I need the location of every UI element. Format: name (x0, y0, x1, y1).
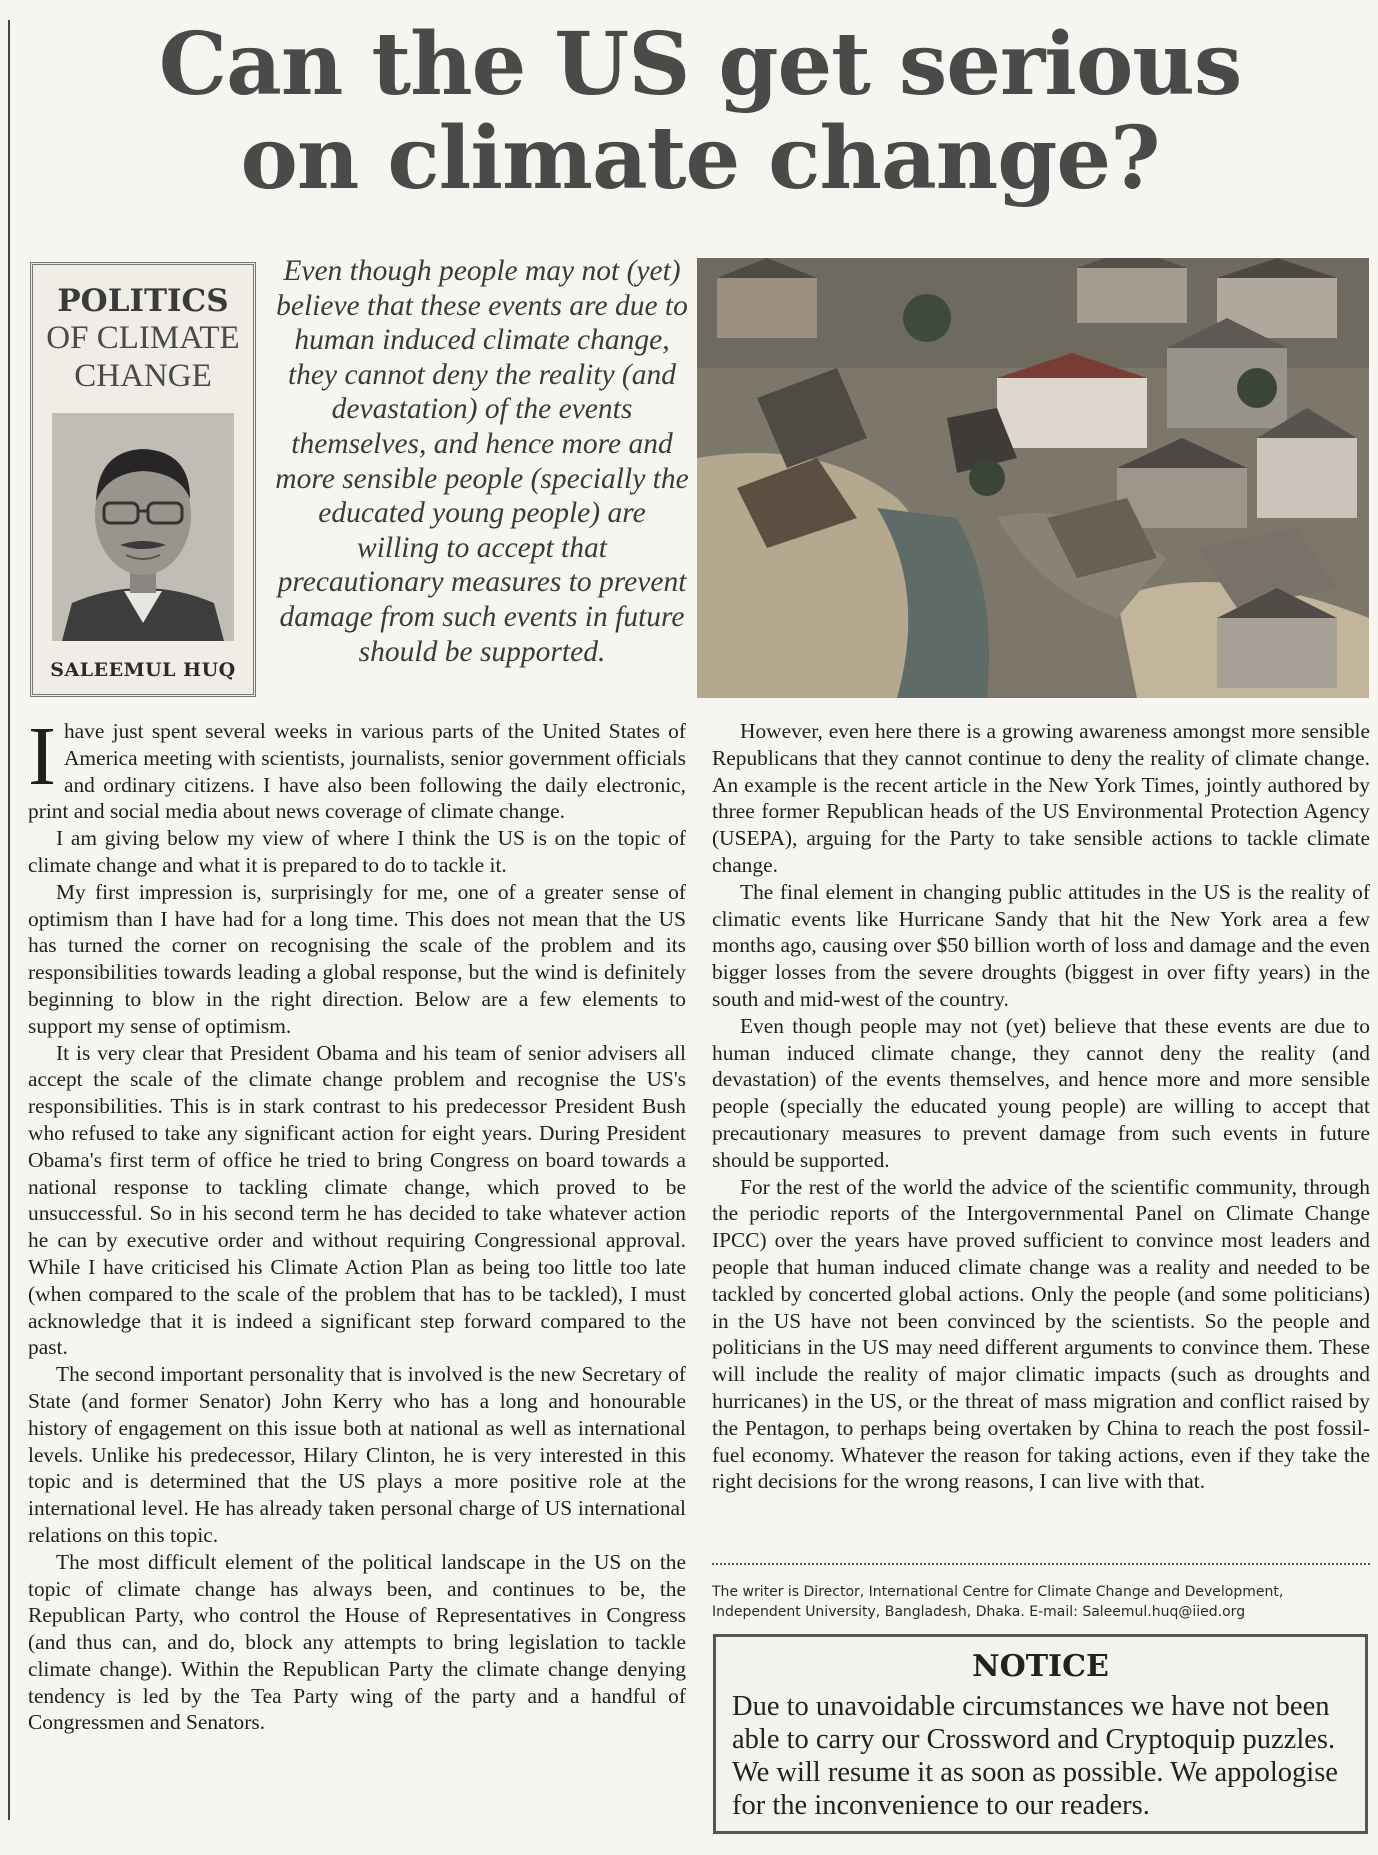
author-byline: SALEEMUL HUQ (50, 659, 236, 681)
column-title: POLITICS (57, 283, 229, 319)
column-subtitle-line-2: CHANGE (74, 358, 212, 394)
notice-box (713, 1634, 1368, 1834)
author-footnote: The writer is Director, International Centre for Climate Change and Development, Independent University, Bangladesh, Dhaka. E-mail: Saleemul.huq@iied.org (712, 1584, 1284, 1620)
headline (60, 14, 1340, 209)
page-left-rule (8, 20, 10, 1820)
author-portrait (52, 413, 234, 641)
column-subtitle-line-1: OF CLIMATE (46, 320, 240, 356)
article-paragraph: The most difficult element of the political landscape in the US on the topic of climate change has always been, and continues to be, the Republican Party, who control the House of Representatives in Congress (and thus can, and do, block any attempts to bring legislation to tackle climate change). Within the Republican Party the climate change denying tendency is led by the Tea Party wing of the party and a handful of Congressmen and Senators. (28, 1549, 686, 1735)
article-paragraph: For the rest of the world the advice of the scientific community, through the periodic reports of the Intergovernmental Panel on Climate Change IPCC) over the years have proved sufficient to convince most leaders and people that human induced climate change was a reality and needed to be tackled by concerted global actions. Only the people (and some politicians) in the US have not been convinced by the scientists. So the people and politicians in the US may need different arguments to convince them. These will include the reality of major climatic impacts (such as droughts and hurricanes) in the US, or the threat of mass migration and conflict raised by the Pentagon, to perhaps being overtaken by China to reach the post fossil-fuel economy. Whatever the reason for taking actions, even if they take the right decisions for the wrong reasons, I can live with that. (712, 1174, 1370, 1494)
article-paragraph (28, 710, 686, 825)
article-paragraph: The second important personality that is involved is the new Secretary of State (and former Senator) John Kerry who has a long and honourable history of engagement on this issue both at national as well as international levels. Unlike his predecessor, Hilary Clinton, he is very interested in this topic and is determined that the US plays a more positive role at the international level. He has already taken personal charge of US international relations on this topic. (28, 1362, 686, 1547)
notice-body: Due to unavoidable circumstances we have not been able to carry our Crossword and Cryptoquip puzzles. We will resume it as soon as possible. We appologise for the inconvenience to our readers. (732, 1691, 1338, 1821)
article-paragraph: However, even here there is a growing awareness amongst more sensible Republicans that they cannot continue to deny the reality of climate change. An example is the recent article in the New York Times, jointly authored by three former Republican heads of the US Environmental Protection Agency (USEPA), arguing for the Party to take sensible actions to tackle climate change. (712, 719, 1370, 877)
article-paragraph: My first impression is, surprisingly for me, one of a greater sense of optimism than I have had for a long time. This does not mean that the US has turned the corner on recognising the scale of the problem and its responsibilities towards leading a global response, but the wind is definitely beginning to blow in the right direction. Below are a few elements to support my sense of optimism. (28, 879, 686, 1038)
article-paragraph: It is very clear that President Obama and his team of senior advisers all accept the scale of the climate change problem and recognise the US's responsibilities. This is in stark contrast to his predecessor President Bush who refused to take any significant action for eight years. During President Obama's first term of office he tried to bring Congress on board towards a national response to tackling climate change, which proved to be unsuccessful. So in his second term he has decided to take whatever action he can by executive order and without requiring Congressional approval. While I have criticised his Climate Action Plan as being too little too late (when compared to the scale of the problem that has to be tackled), I must acknowledge that it is indeed a significant step forward compared to the past. (28, 1040, 686, 1360)
headline-line-2: on climate change? (240, 108, 1160, 209)
article-paragraph: I am giving below my view of where I think the US is on the topic of climate change and what it is prepared to do to tackle it. (28, 826, 686, 877)
article-paragraph: Even though people may not (yet) believe that these events are due to human induced climate change, they cannot deny the reality (and devastation) of the events themselves, and hence more and more sensible people (specially the educated young people) are willing to accept that precautionary measures to prevent damage from such events in future should be supported. (712, 1013, 1370, 1172)
pull-quote: Even though people may not (yet) believe that these events are due to human induced climate change, they cannot deny the reality (and devastation) of the events themselves, and hence more and more sensible people (specially the educated young people) are willing to accept that precautionary measures to prevent damage from such events in future should be supported. (275, 255, 689, 668)
headline-line-1: Can the US get serious (158, 14, 1242, 115)
column-box (30, 262, 256, 697)
dotted-divider (712, 1563, 1370, 1565)
hurricane-damage-photo (697, 258, 1369, 698)
article-column-2 (712, 718, 1370, 1495)
article-column-1 (28, 710, 686, 1736)
article-paragraph: The final element in changing public attitudes in the US is the reality of climatic events like Hurricane Sandy that hit the New York area a few months ago, causing over $50 billion worth of loss and damage and the even bigger losses from the severe droughts (biggest in over fifty years) in the south and mid-west of the country. (712, 879, 1370, 1011)
paragraph-text: have just spent several weeks in various parts of the United States of America meeting with scientists, journalists, senior government officials and ordinary citizens. I have also been following the daily electronic, print and social media about news coverage of climate change. (28, 719, 686, 824)
drop-cap: I (28, 710, 56, 803)
notice-title: NOTICE (972, 1649, 1109, 1684)
